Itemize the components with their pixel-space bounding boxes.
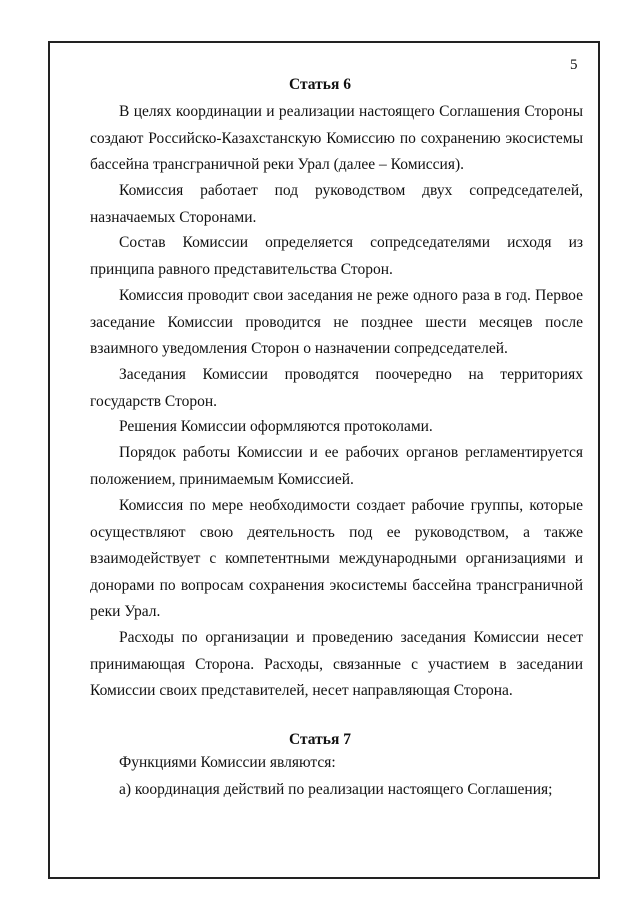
article-6-paragraph-8: Комиссия по мере необходимости создает рабочие группы, которые осуществляют свою деятельность под ее руководством, а также взаимодействует с компетентными международными организациями и донорами по вопросам сохранения экосистемы бассейна трансграничной реки Урал. — [90, 497, 583, 620]
article-7-paragraph-2: а) координация действий по реализации настоящего Соглашения; — [119, 781, 553, 798]
article-6-paragraph-3: Состав Комиссии определяется сопредседателями исходя из принципа равного представительства Сторон. — [90, 234, 583, 278]
article-6-paragraph-7: Порядок работы Комиссии и ее рабочих органов регламентируется положением, принимаемым Комиссией. — [90, 444, 583, 488]
article-6-paragraph-1: В целях координации и реализации настоящего Соглашения Стороны создают Российско-Казахстанскую Комиссию по сохранению экосистемы бассейна трансграничной реки Урал (далее – Комиссия). — [90, 103, 583, 173]
page-number: 5 — [570, 57, 578, 73]
article-6-paragraph-2: Комиссия работает под руководством двух сопредседателей, назначаемых Сторонами. — [90, 182, 583, 226]
article-6-paragraph-9: Расходы по организации и проведению заседания Комиссии несет принимающая Сторона. Расходы, связанные с участием в заседании Комиссии своих представителей, несет направляющая Сторона. — [90, 629, 583, 699]
article-7-paragraph-1: Функциями Комиссии являются: — [119, 754, 336, 771]
article-6-paragraph-4: Комиссия проводит свои заседания не реже одного раза в год. Первое заседание Комиссии проводится не позднее шести месяцев после взаимного уведомления Сторон о назначении сопредседателей. — [90, 287, 583, 357]
article-6-paragraph-6: Решения Комиссии оформляются протоколами. — [119, 418, 433, 435]
article-6-heading: Статья 6 — [289, 76, 351, 93]
article-7-heading: Статья 7 — [289, 731, 351, 748]
article-6-paragraph-5: Заседания Комиссии проводятся поочередно на территориях государств Сторон. — [90, 366, 583, 410]
